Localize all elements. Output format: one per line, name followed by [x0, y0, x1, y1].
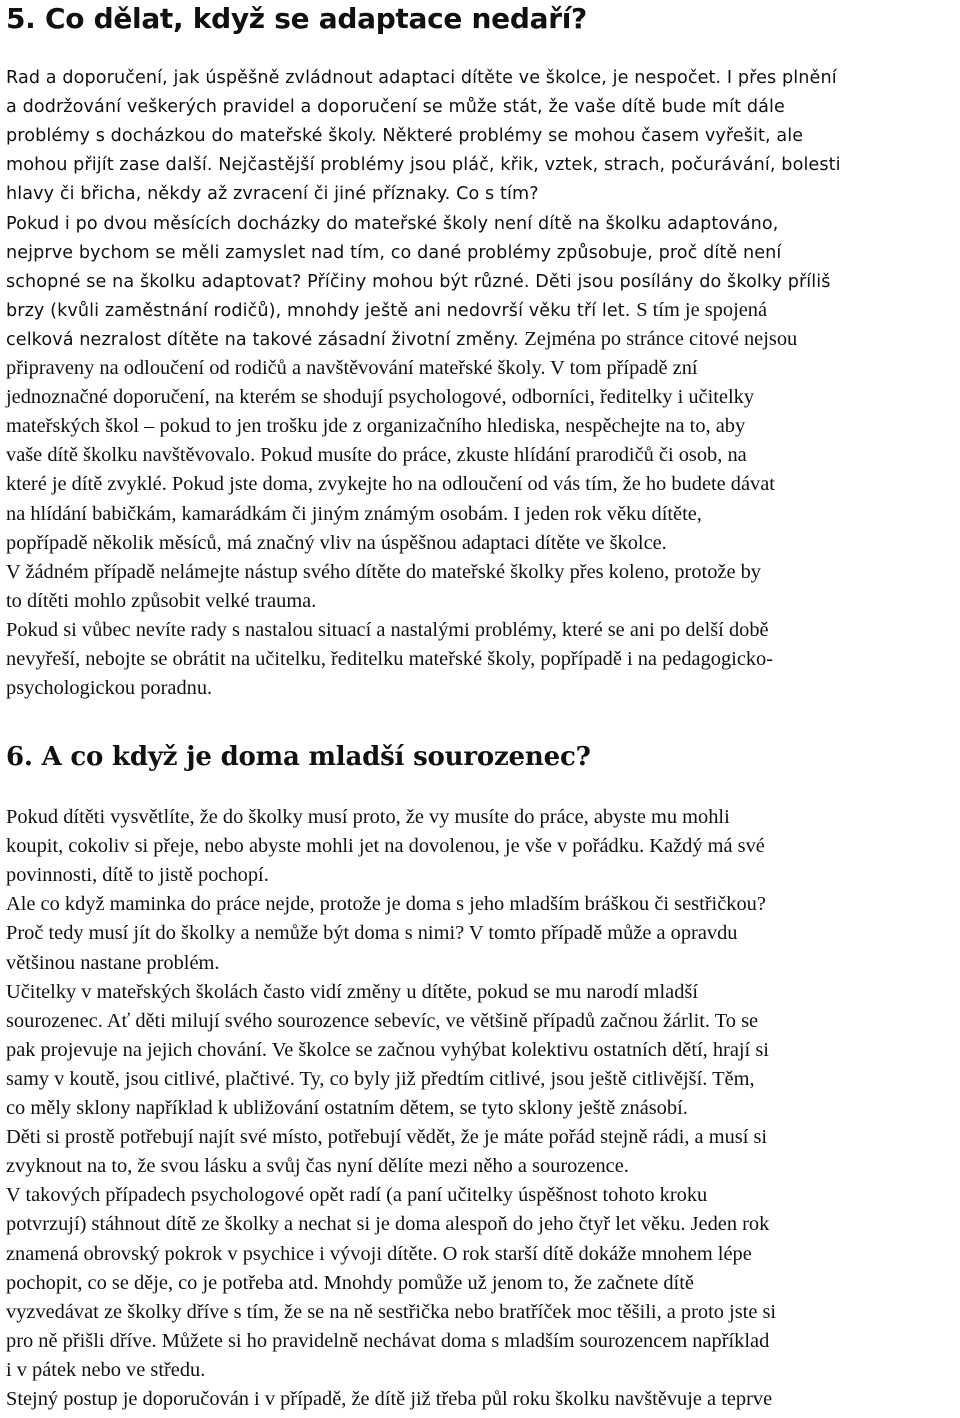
- text-run: sourozenec. Ať děti milují svého sourozence sebevíc, ve většině případů začnou žárlit. To se: [6, 1009, 759, 1032]
- text-line: [6, 949, 219, 978]
- text-line: [6, 1007, 758, 1036]
- text-run: nevyřeší, nebojte se obrátit na učitelku, ředitelku mateřské školy, popřípadě i na pedagogicko-: [6, 648, 774, 670]
- text-line: [6, 832, 765, 861]
- text-line: [6, 470, 775, 499]
- text-run: vaše dítě školku navštěvovalo. Pokud musíte do práce, zkuste hlídání prarodičů či osob, na: [6, 444, 747, 467]
- text-line: [6, 645, 773, 674]
- text-run: schopné se na školku adaptovat? Příčiny mohou být různé. Děti jsou posílány do školky příliš: [6, 271, 831, 292]
- text-line: [6, 354, 698, 383]
- text-line: [6, 209, 779, 239]
- text-run: V žádném případě nelámejte nástup svého dítěte do mateřské školky přes koleno, protože by: [6, 560, 761, 583]
- text-run: Učitelky v mateřských školách často vidí změny u dítěte, pokud se mu narodí mladší: [6, 980, 698, 1003]
- text-line: [6, 238, 781, 268]
- text-line: [6, 412, 745, 441]
- text-run: mateřských škol – pokud to jen trošku jde z organizačního hlediska, nespěchejte na to, aby: [6, 415, 746, 438]
- text-run: problémy s docházkou do mateřské školy. Některé problémy se mohou časem vyřešit, ale: [6, 126, 804, 147]
- text-run: nejprve bychom se měli zamyslet nad tím, co dané problémy způsobuje, proč dítě není: [6, 242, 782, 263]
- section-heading-6: 6. A co když je doma mladší sourozenec?: [6, 742, 591, 772]
- text-run: pochopit, co se děje, co je potřeba atd. Mnohdy pomůže už jenom to, že začnete dítě: [6, 1271, 694, 1294]
- text-line: [6, 179, 539, 209]
- text-run: jednoznačné doporučení, na kterém se shodují psychologové, odborníci, ředitelky i učitelky: [6, 386, 755, 409]
- text-run: zvyknout na to, že svou lásku a svůj čas nyní dělíte mezi něho a sourozence.: [6, 1155, 629, 1178]
- text-line: [6, 1065, 755, 1094]
- text-run: samy v koutě, jsou citlivé, plačtivé. Ty, co byly již předtím citlivé, jsou ještě citlivější. Těm,: [6, 1067, 755, 1090]
- text-line: [6, 558, 761, 587]
- text-run: povinnosti, dítě to jistě pochopí.: [6, 864, 269, 887]
- text-line: [6, 1240, 752, 1269]
- text-run: V takových případech psychologové opět radí (a paní učitelky úspěšnost tohoto kroku: [6, 1184, 708, 1207]
- text-line: [6, 1181, 707, 1210]
- text-run: Stejný postup je doporučován i v případě, že dítě již třeba půl roku školku navštěvuje a teprve: [6, 1388, 773, 1410]
- text-line: [6, 441, 747, 470]
- text-run: Proč tedy musí jít do školky a nemůže být doma s nimi? V tomto případě může a opravdu: [6, 922, 738, 945]
- text-line: [6, 1036, 769, 1065]
- text-line: [6, 63, 837, 93]
- text-line: [6, 92, 785, 122]
- text-line: [6, 919, 737, 948]
- text-run: mohou přijít zase další. Nejčastější problémy jsou pláč, křik, vztek, strach, počurávání, bolesti: [6, 155, 841, 176]
- text-run: i v pátek nebo ve středu.: [6, 1358, 206, 1381]
- text-run: to dítěti mohlo způsobit velké trauma.: [6, 589, 317, 612]
- text-run: hlavy či břicha, někdy až zvracení či jiné příznaky. Co s tím?: [6, 184, 539, 205]
- text-run: Pokud dítěti vysvětlíte, že do školky musí proto, že vy musíte do práce, abyste mu mohli: [6, 806, 730, 828]
- text-run: S tím je spojená: [636, 298, 768, 321]
- text-run: a dodržování veškerých pravidel a doporučení se může stát, že vaše dítě bude mít dále: [6, 97, 785, 118]
- text-run: psychologickou poradnu.: [6, 677, 213, 700]
- text-line: [6, 267, 831, 297]
- text-line: [6, 1152, 629, 1181]
- text-run: celková nezralost dítěte na takové zásadní životní změny.: [6, 329, 525, 350]
- text-line: [6, 1356, 205, 1385]
- text-line: [6, 1269, 694, 1298]
- text-line: [6, 674, 212, 703]
- text-line: [6, 616, 769, 645]
- text-line: [6, 121, 803, 151]
- text-line: [6, 1298, 776, 1327]
- text-run: Děti si prostě potřebují najít své místo, potřebují vědět, že je máte pořád stejně rádi, a musí si: [6, 1126, 768, 1149]
- text-run: které je dítě zvyklé. Pokud jste doma, zvykejte ho na odloučení od vás tím, že ho budete dávat: [6, 473, 775, 496]
- text-run: připraveny na odloučení od rodičů a navštěvování mateřské školy.: [6, 357, 551, 379]
- section-heading-5: 5. Co dělat, když se adaptace nedaří?: [6, 2, 587, 35]
- text-run: potvrzují) stáhnout dítě ze školky a nechat si je doma alespoň do jeho čtyř let věku. Jeden rok: [6, 1213, 770, 1236]
- text-line: [6, 803, 730, 832]
- text-line: [6, 890, 766, 919]
- text-run: brzy (kvůli zaměstnání rodičů), mnohdy ještě ani nedovrší věku tří let.: [6, 300, 637, 321]
- text-run: pak projevuje na jejich chování. Ve školce se začnou vyhýbat kolektivu ostatních dětí, hrají si: [6, 1038, 769, 1061]
- text-line: [6, 978, 698, 1007]
- text-line: [6, 861, 269, 890]
- text-line: [6, 529, 667, 558]
- text-line: [6, 1327, 769, 1356]
- text-run: vyzvedávat ze školky dříve s tím, že se na ně sestřička nebo bratříček moc těšili, a proto jste si: [6, 1300, 777, 1323]
- text-run: na hlídání babičkám, kamarádkám či jiným známým osobám. I jeden rok věku dítěte,: [6, 502, 702, 525]
- text-line: [6, 150, 841, 180]
- text-run: Rad a doporučení, jak úspěšně zvládnout adaptaci dítěte ve školce, je nespočet. I přes plnění: [6, 68, 837, 88]
- text-line: [6, 383, 754, 412]
- text-line: [6, 587, 316, 616]
- text-line: [6, 296, 767, 326]
- text-line: [6, 1123, 767, 1152]
- text-run: Zejména po stránce citové nejsou: [524, 327, 798, 350]
- text-run: koupit, cokoliv si přeje, nebo abyste mohli jet na dovolenou, je vše v pořádku. Každý má své: [6, 835, 765, 858]
- text-run: V tom případě zní: [550, 357, 698, 379]
- text-line: [6, 1385, 772, 1414]
- text-run: co měly sklony například k ubližování ostatním dětem, se tyto sklony ještě znásobí.: [6, 1097, 688, 1119]
- text-run: Pokud i po dvou měsících docházky do mateřské školy není dítě na školku adaptováno,: [6, 213, 779, 234]
- text-run: většinou nastane problém.: [6, 951, 220, 974]
- text-line: [6, 325, 797, 355]
- text-line: [6, 1094, 688, 1123]
- text-line: [6, 1210, 769, 1239]
- text-run: pro ně přišli dříve. Můžete si ho pravidelně nechávat doma s mladším sourozencem například: [6, 1329, 770, 1352]
- text-run: Ale co když maminka do práce nejde, protože je doma s jeho mladším bráškou či sestřičkou?: [6, 893, 766, 916]
- text-line: [6, 500, 702, 529]
- text-run: popřípadě několik měsíců, má značný vliv na úspěšnou adaptaci dítěte ve školce.: [6, 531, 667, 554]
- text-run: Pokud si vůbec nevíte rady s nastalou situací a nastalými problémy, které se ani po delší době: [6, 618, 769, 641]
- text-run: znamená obrovský pokrok v psychice i vývoji dítěte. O rok starší dítě dokáže mnohem lépe: [6, 1242, 752, 1265]
